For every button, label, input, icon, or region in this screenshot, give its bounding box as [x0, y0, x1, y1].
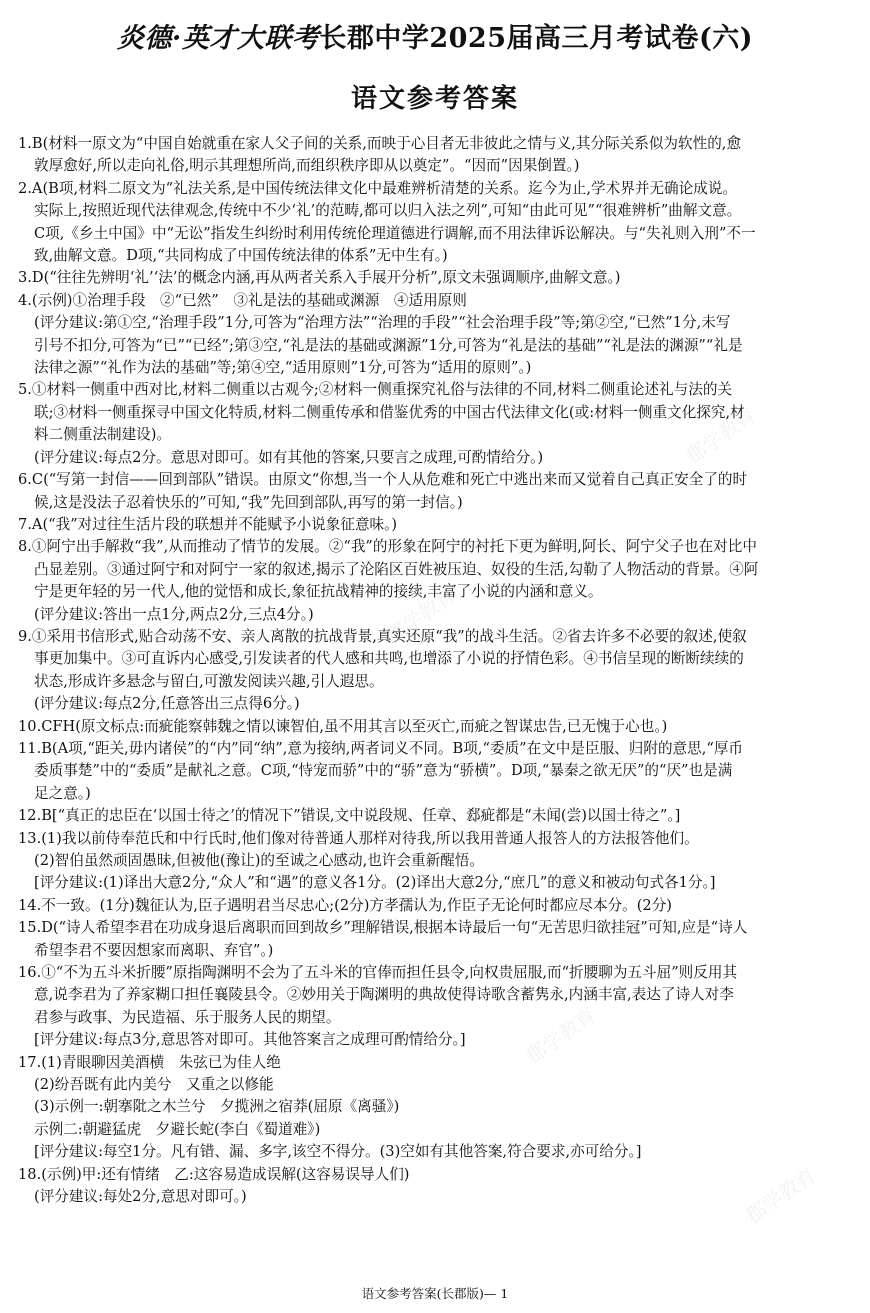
answer-line: (评分建议:第①空,“治理手段”1分,可答为“治理方法”“治理的手段”“社会治理手段”等;第②空,“已然”1分,未写: [34, 314, 731, 332]
answer-line-first: 18.(示例)甲:还有情绪 乙:这容易造成误解(这容易误导人们): [18, 1165, 410, 1183]
answer-line: 委质事楚”中的“委质”是献礼之意。C项,“恃宠而骄”中的“骄”意为“骄横”。D项,“暴秦之欲无厌”的“厌”也是满: [34, 762, 733, 780]
answer-item: [18, 917, 858, 962]
answer-line-first: 13.(1)我以前侍奉范氏和中行氏时,他们像对待普通人那样对待我,所以我用普通人报答人的方法报答他们。: [18, 829, 699, 847]
answer-line: [评分建议:(1)译出大意2分,“众人”和“遇”的意义各1分。(2)译出大意2分,“庶几”的意义和被动句式各1分。]: [34, 874, 716, 892]
answer-item: [18, 178, 858, 268]
exam-title: [0, 16, 870, 55]
answer-line: 足之意。): [34, 784, 91, 802]
answer-item: [18, 379, 858, 469]
answer-line: (评分建议:每点2分,任意答出三点得6分。): [34, 695, 300, 713]
exam-name: 长郡中学2025届高三月考试卷(六): [319, 23, 754, 54]
watermark: 郡学教育: [61, 322, 141, 389]
answer-line-first: 15.D(“诗人希望李君在功成身退后离职而回到故乡”理解错误,根据本诗最后一句“无苦思归欲挂冠”可知,应是“诗人: [18, 919, 748, 937]
answer-line-first: 17.(1)青眼聊因美酒横 朱弦已为佳人绝: [18, 1053, 281, 1071]
brand-name: 炎德·英才大联考: [116, 23, 320, 54]
answer-line-first: 6.C(“写第一封信——回到部队”错误。由原文“你想,当一个人从危难和死亡中逃出来而又觉着自己真正安全了的时: [18, 471, 748, 489]
answer-item: [18, 895, 858, 917]
answer-line: 候,这是没法子忍着快乐的”可知,“我”先回到部队,再写的第一封信。): [34, 493, 463, 511]
watermark: 郡学教育: [681, 402, 761, 469]
answer-line: (3)示例一:朝搴阰之木兰兮 夕揽洲之宿莽(屈原《离骚》): [34, 1098, 400, 1116]
answer-item: [18, 1164, 858, 1209]
answer-line: 希望李君不要因想家而离职、弃官”。): [34, 941, 274, 959]
watermark: 郡学教育: [521, 1002, 601, 1069]
answer-line: (评分建议:答出一点1分,两点2分,三点4分。): [34, 605, 314, 623]
answer-line: 意,说李君为了养家糊口担任襄陵县令。②妙用关于陶渊明的典故使得诗歌含蓄隽永,内涵丰富,表达了诗人对李: [34, 986, 734, 1004]
answer-item: [18, 469, 858, 514]
answer-line: (2)智伯虽然顽固愚昧,但被他(豫让)的至诚之心感动,也许会重新醒悟。: [34, 852, 484, 869]
answer-line-first: 2.A(B项,材料二原文为“礼法关系,是中国传统法律文化中最难辨析清楚的关系。迄今为止,学术界并无确论成说。: [18, 179, 737, 197]
answer-line-first: 12.B[“真正的忠臣在‘以国士待之’的情况下”错误,文中说段规、任章、郄疵都是“未闻(尝)以国士待之”。]: [18, 807, 681, 825]
answer-line: 凸显差别。③通过阿宁和对阿宁一家的叙述,揭示了沦陷区百姓被压迫、奴役的生活,勾勒了人物活动的背景。④阿: [34, 560, 759, 578]
answer-line: 宁是更年轻的另一代人,他的觉悟和成长,象征抗战精神的接续,丰富了小说的内涵和意义。: [34, 583, 603, 601]
page-subtitle: 语文参考答案: [350, 84, 519, 114]
watermark: 郡学教育: [131, 842, 211, 909]
answer-line: 法律之源”“礼作为法的基础”等;第④空,“适用原则”1分,可答为“适用的原则”。): [34, 359, 532, 377]
answer-item: [18, 290, 858, 380]
answer-item: [18, 536, 858, 626]
answer-item: [18, 805, 858, 827]
answer-line: 引号不扣分,可答为“已”“已经”;第③空,“礼是法的基础或渊源”1分,可答为“礼是法的基础”“礼是法的渊源”“礼是: [34, 336, 743, 354]
answers-list: [18, 133, 858, 1209]
answer-line-first: 7.A(“我”对过往生活片段的联想并不能赋予小说象征意味。): [18, 515, 398, 533]
answer-line-first: 9.①采用书信形式,贴合动荡不安、亲人离散的抗战背景,真实还原“我”的战斗生活。②省去许多不必要的叙述,使叙: [18, 627, 747, 645]
answer-line: 实际上,按照近现代法律观念,传统中不少‘礼’的范畴,都可以归入法之列”,可知“由此可见”“很难辨析”曲解文意。: [34, 202, 742, 220]
answer-item: [18, 267, 858, 289]
answer-line: (评分建议:每处2分,意思对即可。): [34, 1188, 247, 1206]
answer-item: [18, 738, 858, 805]
answer-item: [18, 626, 858, 716]
answer-line-first: 1.B(材料一原文为“中国自始就重在家人父子间的关系,而映于心目者无非彼此之情与义,其分际关系似为软性的,愈: [18, 135, 742, 152]
answer-line: (评分建议:每点2分。意思对即可。如有其他的答案,只要言之成理,可酌情给分。): [34, 448, 544, 466]
answer-line: 事更加集中。③可直诉内心感受,引发读者的代人感和共鸣,也增添了小说的抒情色彩。④书信呈现的断断续续的: [34, 650, 744, 668]
answer-line-first: 10.CFH(原文标点:而疵能察韩魏之情以谏智伯,虽不用其言以至灭亡,而疵之智谋忠告,已无愧于心也。): [18, 717, 668, 735]
answer-line: [评分建议:每点3分,意思答对即可。其他答案言之成理可酌情给分。]: [34, 1031, 466, 1049]
answer-line-first: 11.B(A项,“距关,毋内诸侯”的“内”同“纳”,意为接纳,两者词义不同。B项,“委质”在文中是臣服、归附的意思,“厚币: [18, 739, 744, 757]
answer-item: [18, 1052, 858, 1164]
answer-line: C项,《乡土中国》中“无讼”指发生纠纷时利用传统伦理道德进行调解,而不用法律诉讼解决。与“失礼则入刑”不一: [34, 224, 756, 242]
page-footer: 语文参考答案(长郡版)— 1: [361, 1286, 509, 1301]
answer-item: [18, 133, 858, 178]
watermark: 郡学教育: [381, 582, 461, 649]
answer-line-first: 3.D(“往往先辨明‘礼’‘法’的概念内涵,再从两者关系入手展开分析”,原文未强调顺序,曲解文意。): [18, 269, 621, 287]
answer-line-first: 5.①材料一侧重中西对比,材料二侧重以古观今;②材料一侧重探究礼俗与法律的不同,材料二侧重论述礼与法的关: [18, 381, 733, 399]
answer-line: 状态,形成许多悬念与留白,可激发阅读兴趣,引人遐思。: [34, 672, 384, 690]
answer-item: [18, 716, 858, 738]
answer-line: 致,曲解文意。D项,“共同构成了中国传统法律的体系”无中生有。): [34, 247, 448, 265]
answer-item: [18, 514, 858, 536]
answer-item: [18, 962, 858, 1052]
answer-line: 料二侧重法制建设)。: [34, 426, 172, 444]
watermark: 郡学教育: [741, 1162, 821, 1229]
answer-line-first: 14.不一致。(1分)魏征认为,臣子遇明君当尽忠心;(2分)方孝孺认为,作臣子无论何时都应尽本分。(2分): [18, 896, 672, 914]
answer-line-first: 4.(示例)①治理手段 ②“已然” ③礼是法的基础或渊源 ④适用原则: [18, 291, 467, 309]
answer-line: [评分建议:每空1分。凡有错、漏、多字,该空不得分。(3)空如有其他答案,符合要求,亦可给分。]: [34, 1143, 642, 1161]
answer-line: (2)纷吾既有此内美兮 又重之以修能: [34, 1076, 274, 1094]
answer-line: 联;③材料一侧重探寻中国文化特质,材料二侧重传承和借鉴优秀的中国古代法律文化(或:材料一侧重文化探究,材: [34, 403, 745, 421]
answer-line-first: 16.①“不为五斗米折腰”原指陶渊明不会为了五斗米的官俸而担任县令,向权贵屈服,而“折腰聊为五斗屈”则反用其: [18, 964, 738, 982]
answer-item: [18, 828, 858, 895]
answer-line: 君参与政事、为民造福、乐于服务人民的期望。: [34, 1008, 341, 1026]
answer-line: 示例二:朝避猛虎 夕避长蛇(李白《蜀道难》): [34, 1120, 321, 1138]
answer-line: 敦厚愈好,所以走向礼俗,明示其理想所尚,而组织秩序即从以奠定”。“因而”因果倒置。): [34, 157, 580, 175]
answer-line-first: 8.①阿宁出手解救“我”,从而推动了情节的发展。②“我”的形象在阿宁的衬托下更为鲜明,阿长、阿宁父子也在对比中: [18, 538, 757, 556]
